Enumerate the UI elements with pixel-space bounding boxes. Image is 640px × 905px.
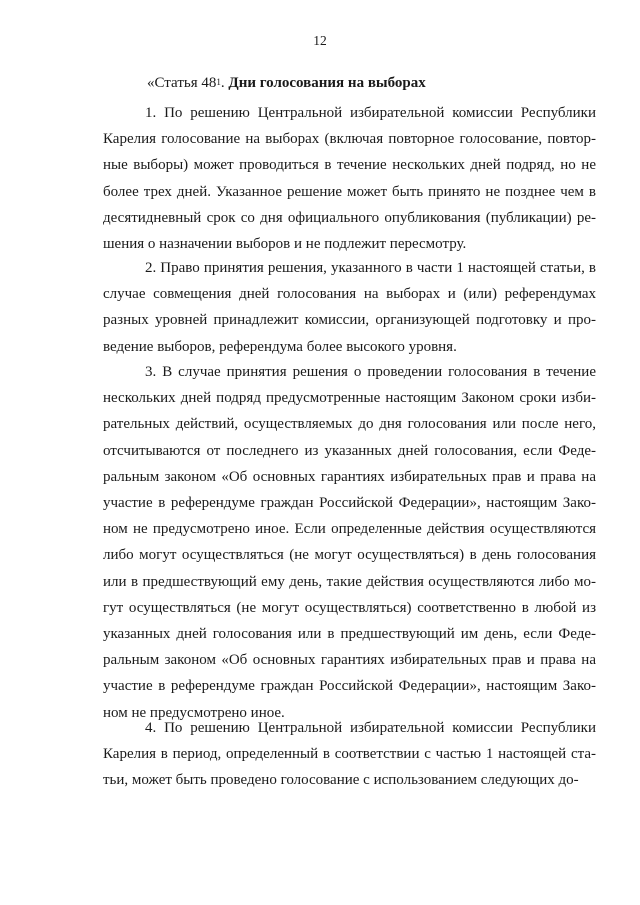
article-prefix: «Статья 48 (147, 75, 217, 91)
article-heading-dot: . (220, 75, 225, 91)
paragraph-2: 2. Право принятия решения, указанного в части 1 настоящей статьи, в случае совмещения дней голосования на выборах и (или) референдумах разных уровней принадлежит комиссии, организующей подготовку и проведение выборов, референдума более высокого уровня. (103, 260, 596, 355)
article-title: Дни голосования на выборах (224, 75, 426, 91)
paragraph-1: 1. По решению Центральной избирательной комиссии Республики Карелия голосование на выборах (включая повторное голосование, повторные выборы) может проводиться в течение нескольких дней подряд, но не более трех дней. Указанное решение может быть принято не позднее чем в десятидневный срок со дня официального опубликования (публикации) решения о назначении выборов и не подлежит пересмотру. (103, 105, 596, 253)
article-superscript: 1 (216, 77, 221, 87)
page-number: 12 (313, 33, 327, 48)
article-heading (147, 75, 426, 92)
paragraph-4: 4. По решению Центральной избирательной комиссии Республики Карелия в период, определенный в соответствии с частью 1 настоящей статьи, может быть проведено голосование с использованием следующих до- (103, 720, 596, 789)
paragraph-3: 3. В случае принятия решения о проведении голосования в течение нескольких дней подряд предусмотренные настоящим Законом сроки избирательных действий, осуществляемых до дня голосования или после него, отсчитываются от последнего из указанных дней голосования, если Федеральным законом «Об основных гарантиях избирательных прав и права на участие в референдуме граждан Российской Федерации», настоящим Законом не предусмотрено иное. Если определенные действия осуществляются либо могут осуществляться (не могут осуществляться) в день голосования или в предшествующий ему день, такие действия осуществляются либо могут осуществляться (не могут осуществляться) соответственно в любой из указанных дней голосования или в предшествующий им день, если Федеральным законом «Об основных гарантиях избирательных прав и права на участие в референдуме граждан Российской Федерации», настоящим Законом не предусмотрено иное. (103, 364, 596, 721)
